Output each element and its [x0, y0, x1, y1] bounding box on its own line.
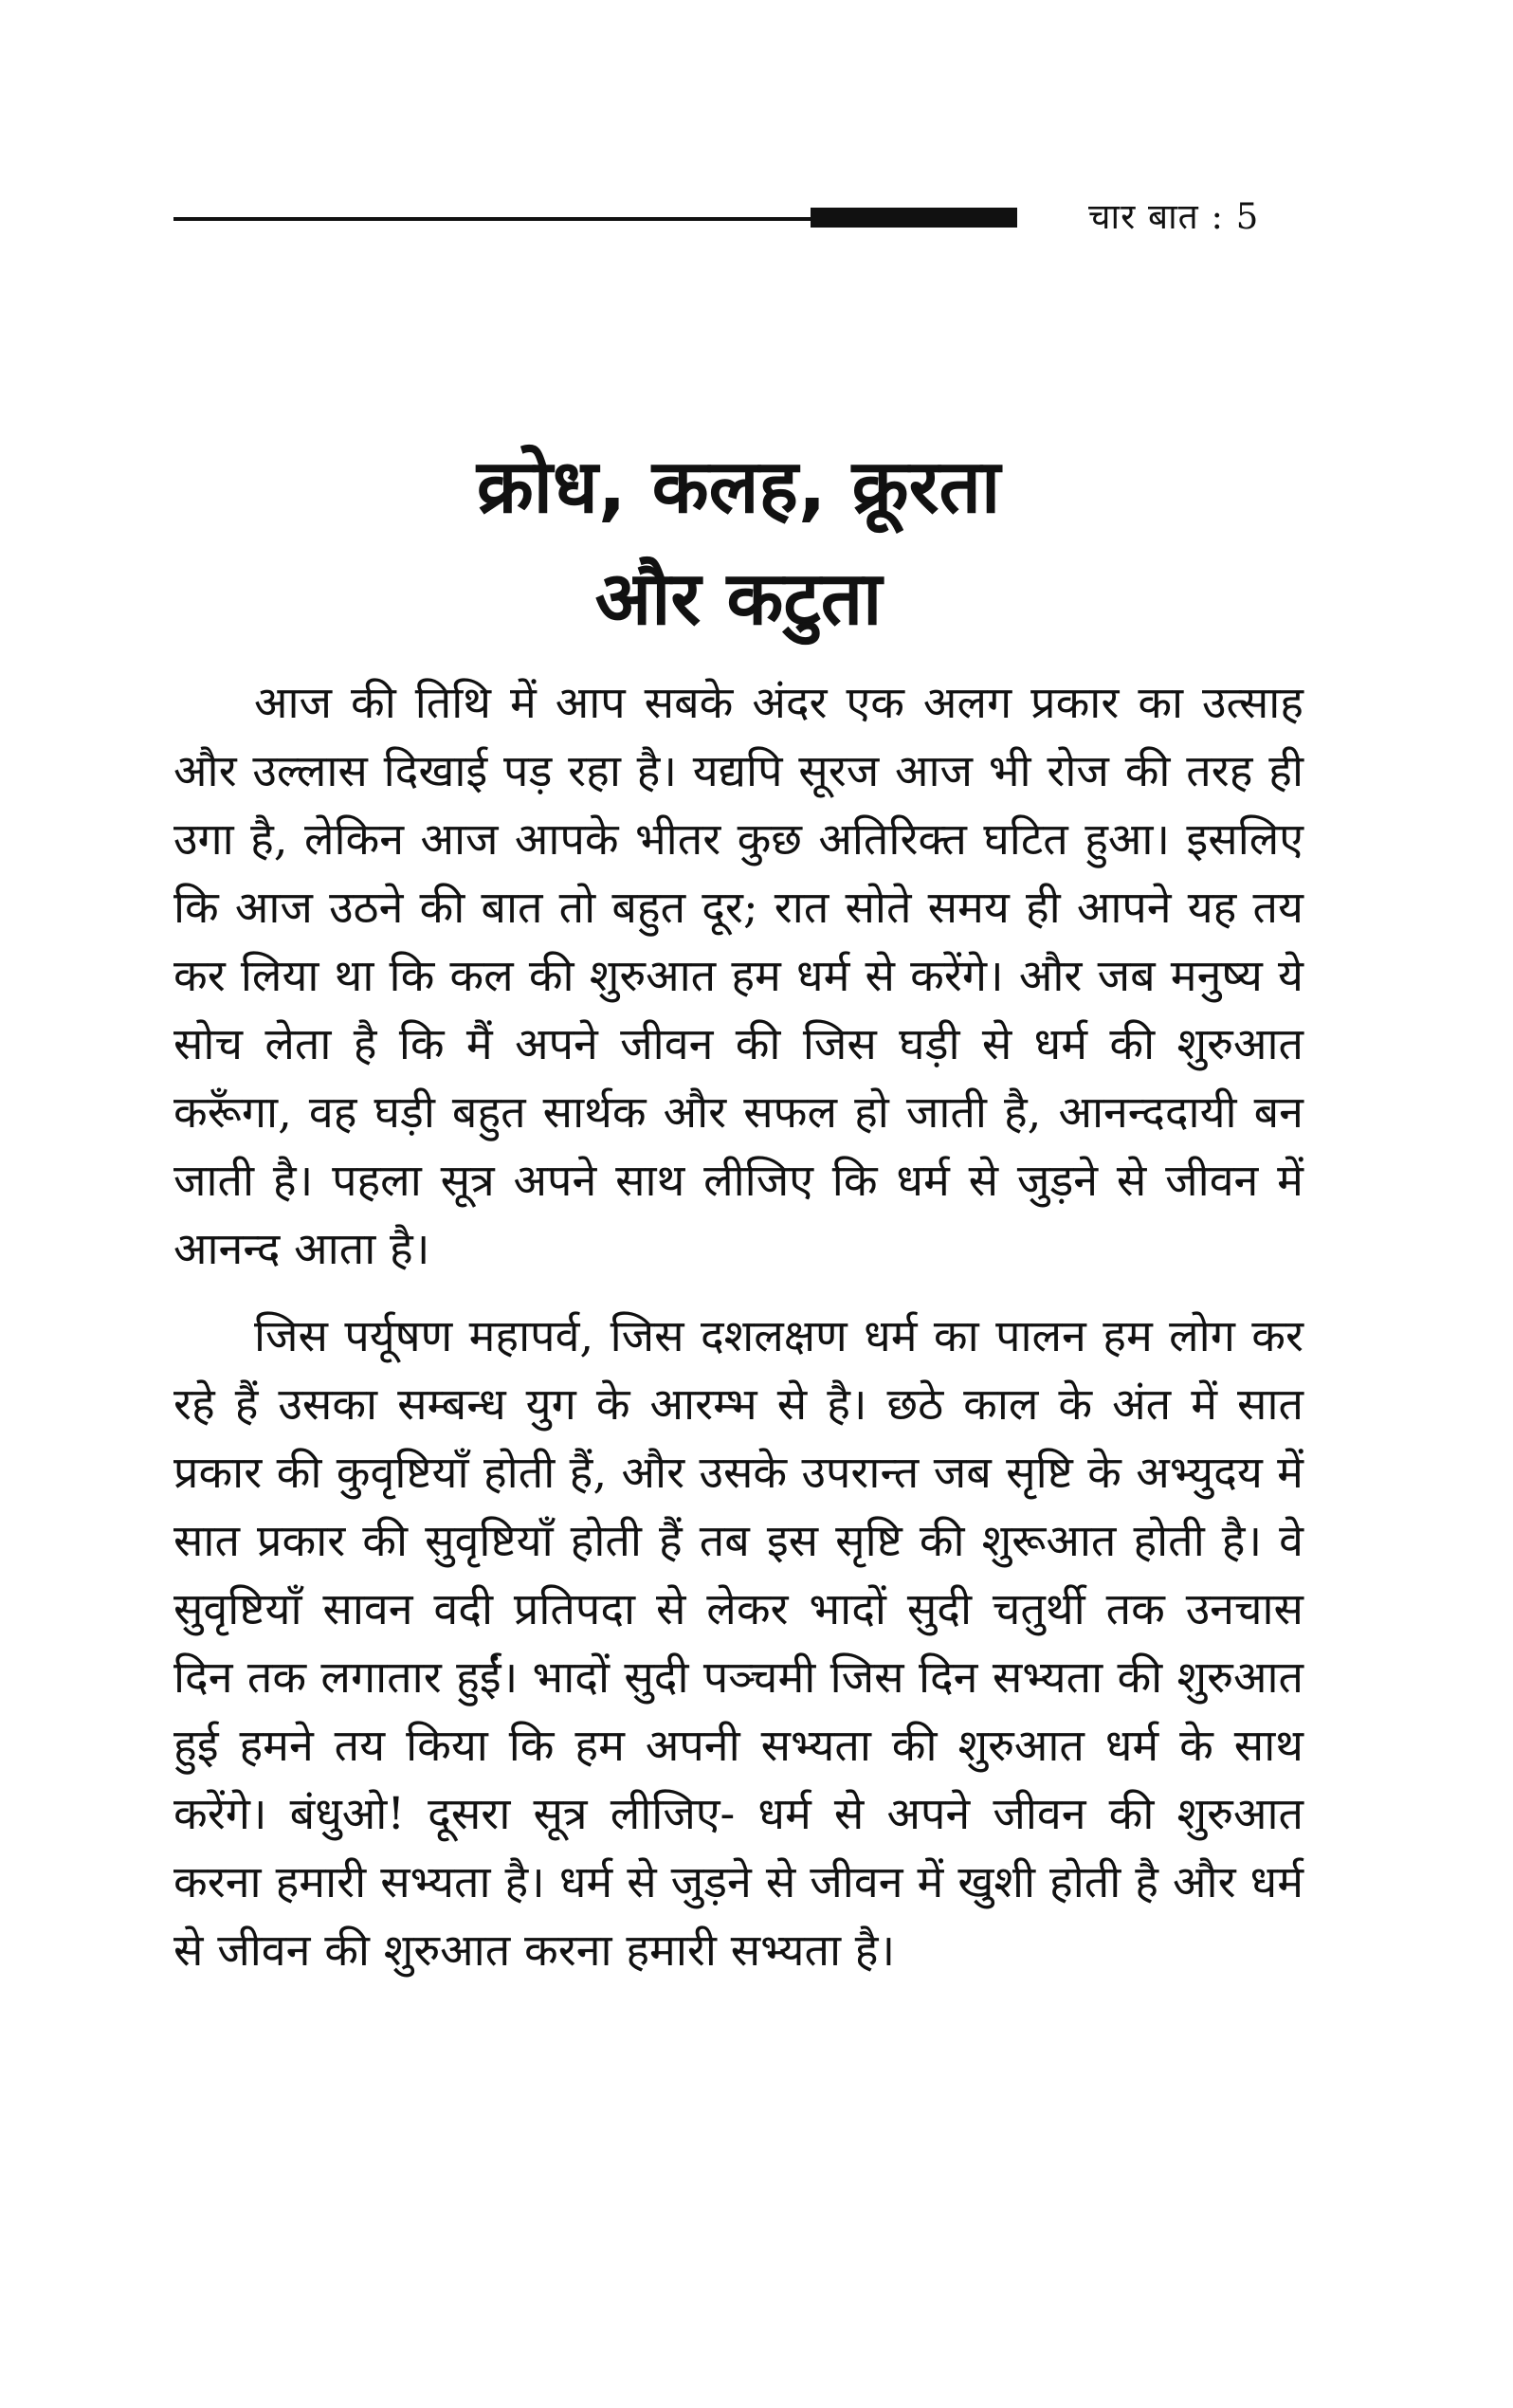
header-rule-thin	[173, 217, 813, 221]
page-header	[0, 0, 1513, 284]
header-rule-thick	[811, 208, 1017, 228]
chapter-title	[173, 431, 1303, 655]
running-head: चार बात : 5	[1088, 196, 1260, 237]
chapter-title-line-2: और कटुता	[594, 556, 883, 642]
paragraph-1: आज की तिथि में आप सबके अंदर एक अलग प्रकार का उत्साह और उल्लास दिखाई पड़ रहा है। यद्यपि सूरज आज भी रोज की तरह ही उगा है, लेकिन आज आपके भीतर कुछ अतिरिक्त घटित हुआ। इसलिए कि आज उठने की बात तो बहुत दूर; रात सोते समय ही आपने यह तय कर लिया था कि कल की शुरुआत हम धर्म से करेंगे। और जब मनुष्य ये सोच लेता है कि मैं अपने जीवन की जिस घड़ी से धर्म की शुरुआत करूँगा, वह घड़ी बहुत सार्थक और सफल हो जाती है, आनन्ददायी बन जाती है। पहला सूत्र अपने साथ लीजिए कि धर्म से जुड़ने से जीवन में आनन्द आता है।	[173, 677, 1303, 1274]
chapter-title-line-1: क्रोध, कलह, क्रूरता	[476, 445, 1001, 530]
paragraph-2: जिस पर्यूषण महापर्व, जिस दशलक्षण धर्म का पालन हम लोग कर रहे हैं उसका सम्बन्ध युग के आरम्भ से है। छठे काल के अंत में सात प्रकार की कुवृष्टियाँ होती हैं, और उसके उपरान्त जब सृष्टि के अभ्युदय में सात प्रकार की सुवृष्टियाँ होती हैं तब इस सृष्टि की शुरूआत होती है। वे सुवृष्टियाँ सावन वदी प्रतिपदा से लेकर भादों सुदी चतुर्थी तक उनचास दिन तक लगातार हुईं। भादों सुदी पञ्चमी जिस दिन सभ्यता की शुरुआत हुई हमने तय किया कि हम अपनी सभ्यता की शुरुआत धर्म के साथ करेंगे। बंधुओ! दूसरा सूत्र लीजिए- धर्म से अपने जीवन की शुरुआत करना हमारी सभ्यता है। धर्म से जुड़ने से जीवन में खुशी होती है और धर्म से जीवन की शुरुआत करना हमारी सभ्यता है।	[173, 1310, 1303, 1976]
body-text	[173, 668, 1303, 2003]
